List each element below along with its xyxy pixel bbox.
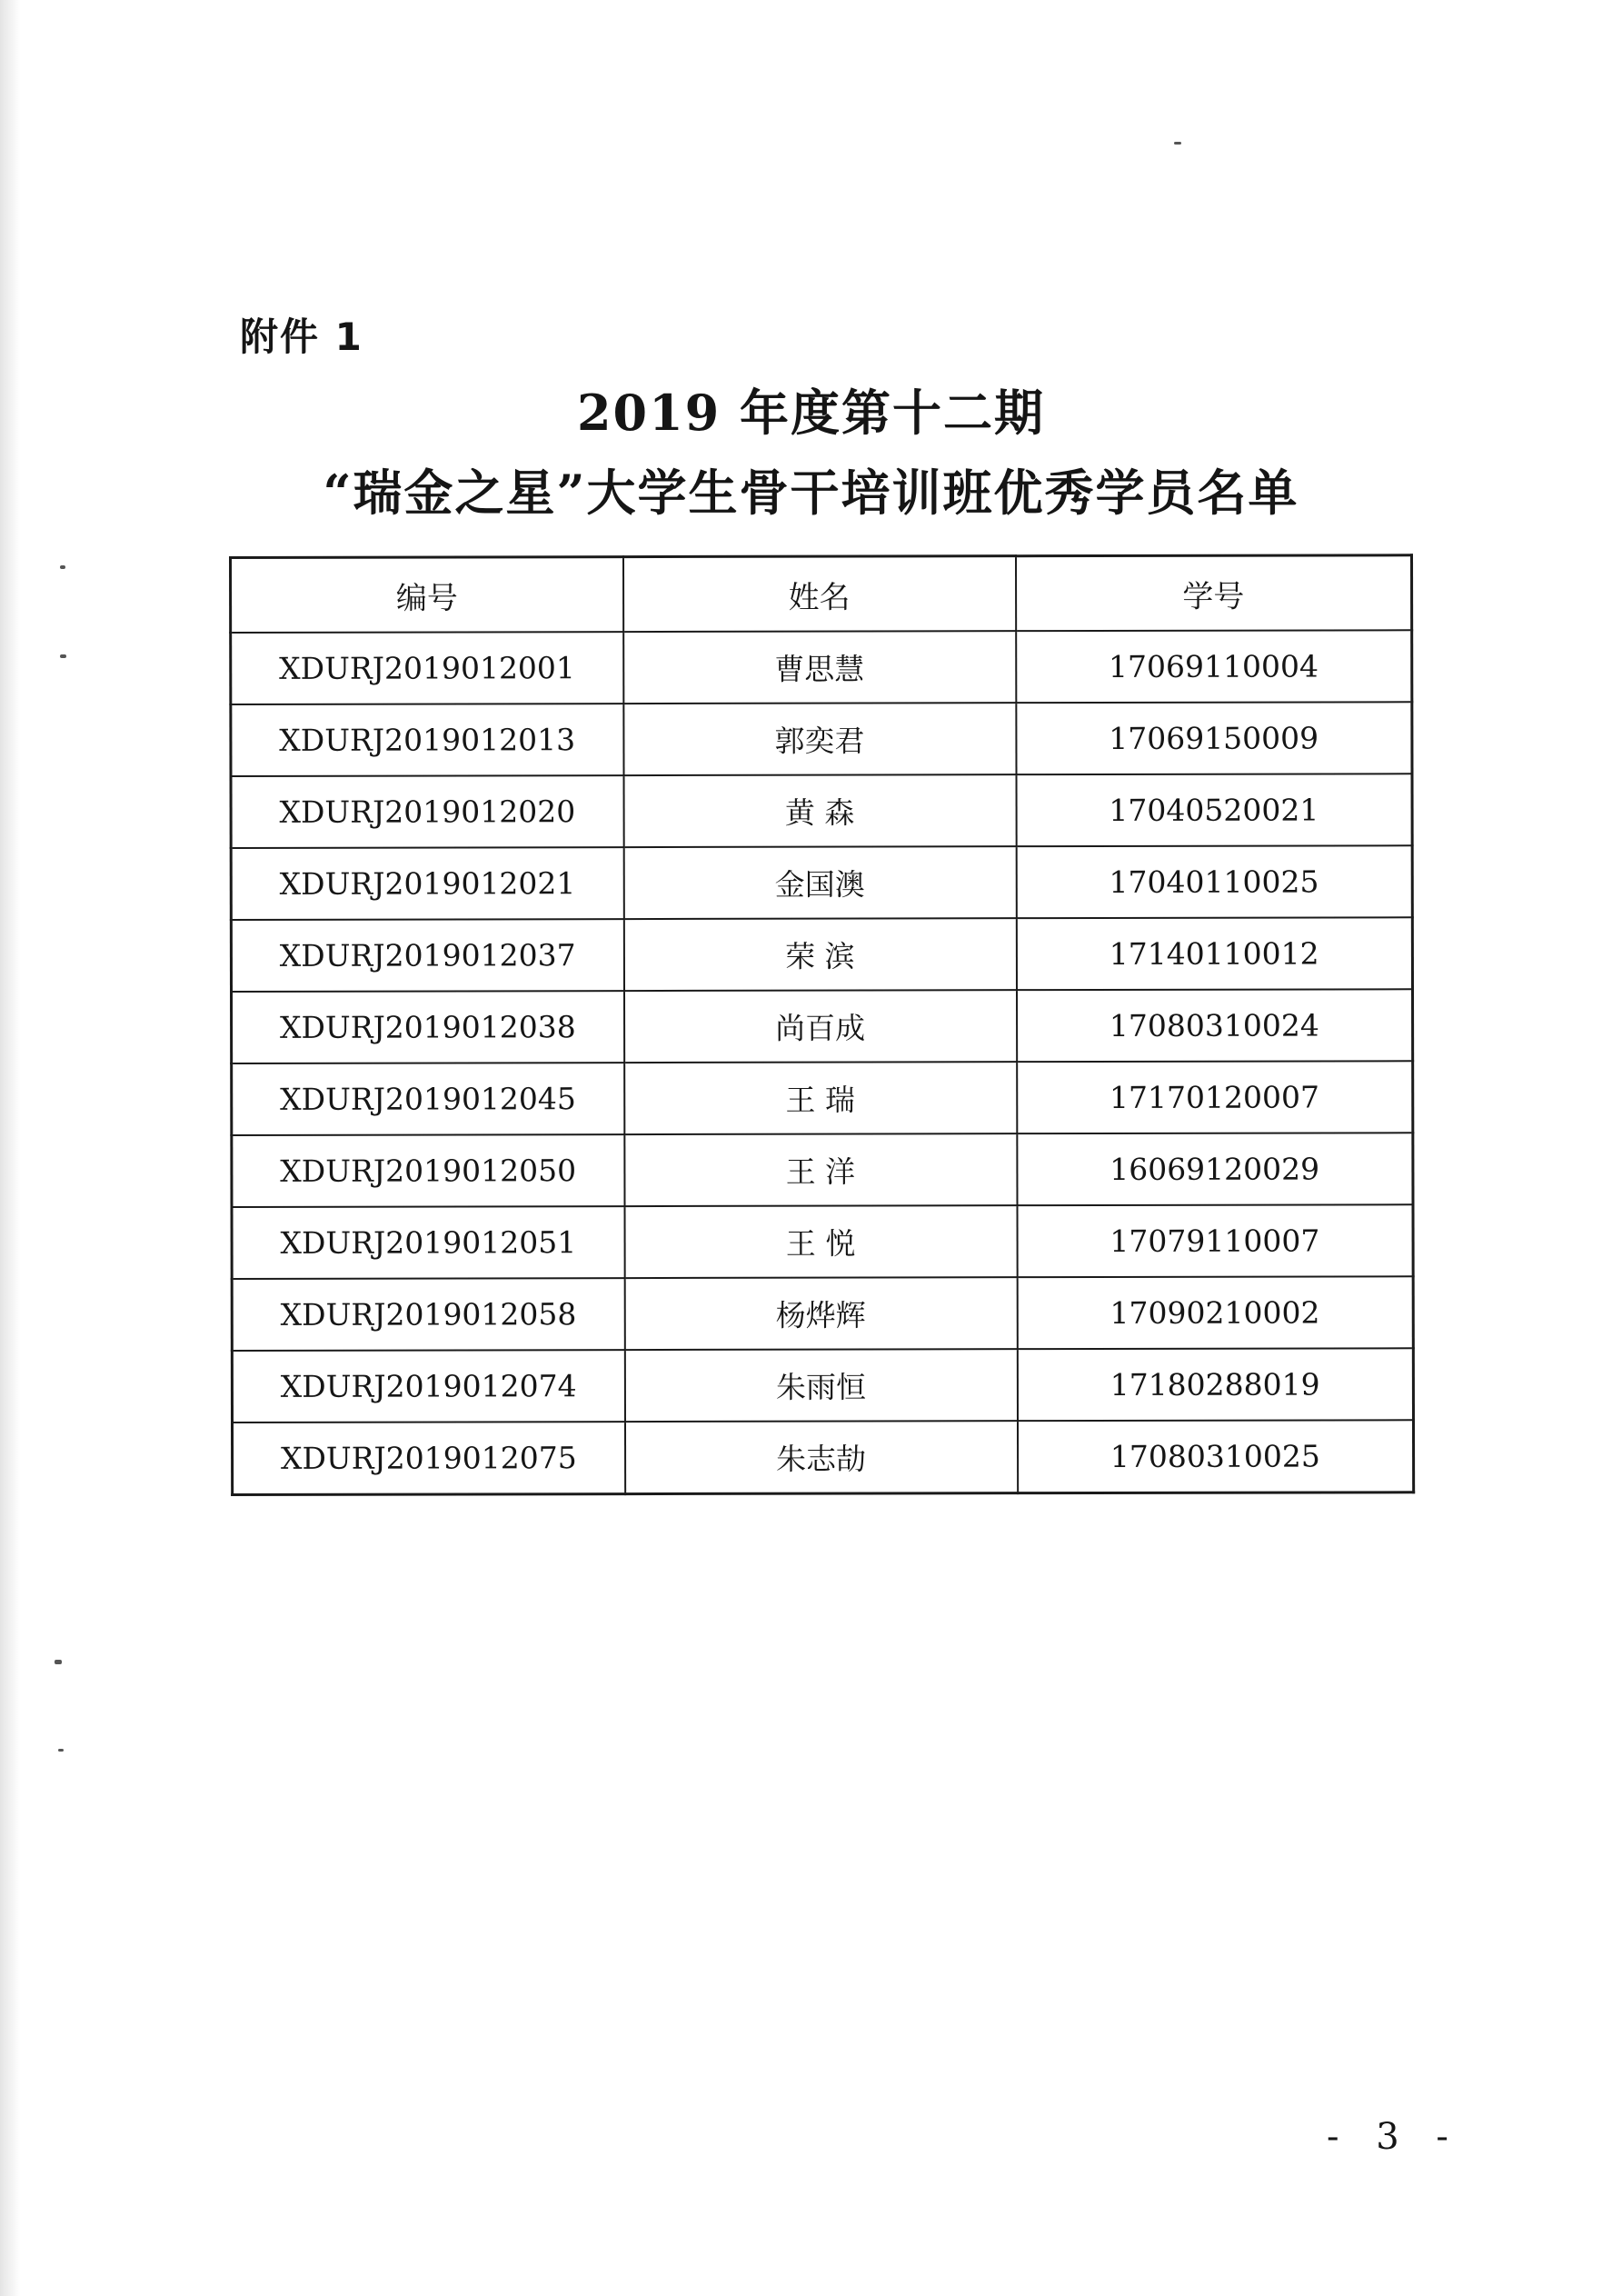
cell-id: XDURJ2019012075	[232, 1422, 624, 1494]
table-row	[231, 774, 1412, 848]
cell-id: XDURJ2019012021	[231, 847, 623, 920]
cell-id: XDURJ2019012050	[232, 1134, 624, 1207]
cell-name: 朱志劼	[624, 1421, 1017, 1493]
cell-name: 王 洋	[624, 1133, 1017, 1206]
cell-student-no: 17079110007	[1017, 1204, 1413, 1277]
cell-id: XDURJ2019012058	[232, 1278, 624, 1351]
scan-edge-shadow	[0, 0, 20, 2296]
table-row	[232, 1061, 1413, 1135]
scan-speck	[60, 654, 66, 658]
cell-student-no: 17069150009	[1016, 702, 1412, 774]
outstanding-students-table	[229, 554, 1415, 1496]
document-title-line-2: “瑞金之星”大学生骨干培训班优秀学员名单	[323, 464, 1299, 522]
table-row	[232, 989, 1413, 1063]
scan-speck	[55, 1660, 62, 1664]
table-row	[231, 845, 1412, 920]
table-row	[231, 630, 1412, 704]
table-row	[232, 1133, 1413, 1207]
table-row	[232, 1420, 1413, 1494]
cell-student-no: 16069120029	[1017, 1133, 1413, 1205]
scan-speck	[60, 565, 65, 569]
cell-id: XDURJ2019012037	[231, 919, 623, 992]
cell-name: 王 瑞	[624, 1062, 1017, 1134]
cell-student-no: 17140110012	[1016, 917, 1412, 990]
column-header-name: 姓名	[623, 556, 1016, 632]
cell-id: XDURJ2019012051	[232, 1206, 624, 1279]
cell-name: 朱雨恒	[624, 1349, 1017, 1422]
cell-id: XDURJ2019012001	[231, 632, 623, 704]
column-header-id: 编号	[231, 557, 623, 633]
cell-student-no: 17040110025	[1016, 845, 1412, 918]
cell-id: XDURJ2019012038	[232, 991, 624, 1063]
cell-student-no: 17040520021	[1016, 774, 1412, 846]
scan-speck	[58, 1749, 64, 1752]
scan-speck	[1174, 142, 1181, 145]
cell-id: XDURJ2019012020	[231, 775, 623, 848]
table-row	[231, 917, 1412, 992]
table-header-row	[231, 555, 1412, 633]
cell-name: 曹思慧	[623, 631, 1016, 704]
cell-name: 荣 滨	[623, 918, 1016, 991]
column-header-student-no: 学号	[1016, 555, 1412, 631]
table-row	[232, 1348, 1413, 1423]
document-title-line-1: 2019 年度第十二期	[576, 384, 1046, 442]
table-row	[232, 1204, 1413, 1279]
cell-student-no: 17090210002	[1017, 1276, 1413, 1349]
cell-name: 郭奕君	[623, 703, 1016, 775]
cell-student-no: 17170120007	[1017, 1061, 1413, 1133]
cell-id: XDURJ2019012045	[232, 1063, 624, 1135]
cell-id: XDURJ2019012013	[231, 704, 623, 776]
cell-name: 杨烨辉	[624, 1277, 1017, 1350]
table-row	[232, 1276, 1413, 1351]
page-number: - 3 -	[1327, 2116, 1461, 2158]
cell-name: 尚百成	[624, 990, 1017, 1063]
cell-id: XDURJ2019012074	[232, 1350, 624, 1423]
cell-name: 黄 森	[623, 774, 1016, 847]
attachment-label: 附件 1	[240, 314, 363, 359]
cell-name: 王 悦	[624, 1205, 1017, 1278]
cell-student-no: 17180288019	[1017, 1348, 1413, 1421]
roster-table-container	[229, 554, 1412, 1496]
cell-student-no: 17080310024	[1017, 989, 1413, 1062]
table-row	[231, 702, 1412, 776]
cell-student-no: 17080310025	[1017, 1420, 1413, 1492]
cell-name: 金国澳	[623, 846, 1016, 919]
cell-student-no: 17069110004	[1016, 630, 1412, 703]
